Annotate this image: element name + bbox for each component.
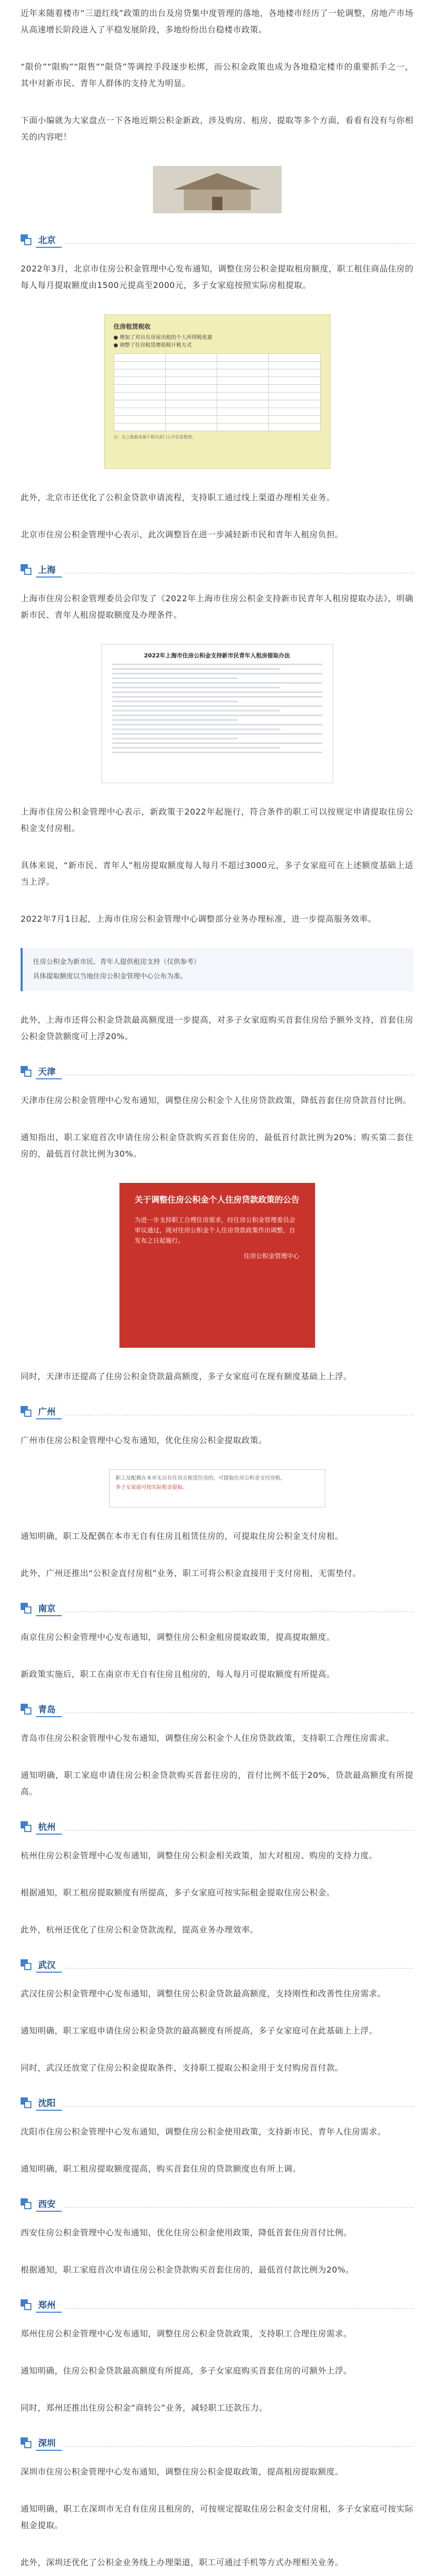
section-header-tianjin <box>21 1065 413 1078</box>
section-title-shenyang: 沈阳 <box>36 2096 62 2111</box>
section-title-qingdao: 青岛 <box>36 1702 62 1717</box>
section-title-tianjin: 天津 <box>36 1064 62 1079</box>
nanjing-paragraph-1: 南京住房公积金管理中心发布通知，调整住房公积金租房提取政策，提高提取额度。 <box>21 1632 335 1642</box>
section-square-icon <box>21 1406 32 1417</box>
notice-signature: 住房公积金管理中心 <box>244 1252 300 1260</box>
xian-paragraph-1: 西安住房公积金管理中心发布通知，优化住房公积金使用政策，降低首套住房首付比例。 <box>21 2228 352 2238</box>
tianjin-paragraph-3: 同时，天津市还提高了住房公积金贷款最高额度，多子女家庭可在现有额度基础上上浮。 <box>21 1371 352 1381</box>
qingdao-paragraph-2: 通知明确，职工家庭申请住房公积金贷款购买首套住房的，首付比例不低于20%，贷款最高额度有所提高。 <box>21 1770 413 1797</box>
snippet-line-1: 职工及配偶在本市无自有住房且租赁住房的，可提取住房公积金支付房租， <box>115 1476 286 1481</box>
house-door-icon <box>212 197 222 210</box>
document-text-line <box>112 691 322 693</box>
tianjin-paragraph-2: 通知指出，职工家庭首次申请住房公积金贷款购买首套住房的，最低首付款比例为20%；购买第二套住房的，最低首付款比例为30%。 <box>21 1132 413 1159</box>
section-header-guangzhou <box>21 1405 413 1418</box>
section-title-hangzhou: 杭州 <box>36 1820 62 1835</box>
section-header-xian <box>21 2198 413 2210</box>
section-divider <box>65 1706 413 1713</box>
section-divider <box>65 2201 413 2208</box>
section-title-guangzhou: 广州 <box>36 1404 62 1419</box>
section-title-shenzhen: 深圳 <box>36 2436 62 2451</box>
section-divider <box>65 1824 413 1831</box>
policy-image-title: 住房租赁税收 <box>113 323 151 330</box>
section-square-icon <box>21 2097 32 2109</box>
red-notice-image <box>119 1183 315 1348</box>
section-divider <box>65 1069 413 1075</box>
document-text-line <box>112 687 280 688</box>
document-text-line <box>112 738 238 739</box>
section-title-beijing: 北京 <box>36 233 62 248</box>
zhengzhou-paragraph-2: 通知明确，住房公积金贷款最高额度有所提高，多子女家庭购买首套住房的可额外上浮。 <box>21 2366 352 2376</box>
section-header-qingdao <box>21 1703 413 1716</box>
section-header-shanghai <box>21 564 413 576</box>
document-text-line <box>112 710 280 711</box>
section-square-icon <box>21 1704 32 1715</box>
section-title-shanghai: 上海 <box>36 563 62 578</box>
section-square-icon <box>21 2198 32 2210</box>
qingdao-paragraph-1: 青岛市住房公积金管理中心发布通知，调整住房公积金个人住房贷款政策，支持职工合理住房需求。 <box>21 1733 395 1743</box>
section-square-icon <box>21 234 32 246</box>
section-title-xian: 西安 <box>36 2197 62 2212</box>
policy-image-beijing <box>104 314 331 469</box>
document-text-line <box>112 724 322 725</box>
xian-paragraph-2: 根据通知，职工家庭首次申请住房公积金贷款购买首套住房的，最低首付款比例为20%。 <box>21 2265 354 2275</box>
quote-line-2: 具体提取额度以当地住房公积金管理中心公布为准。 <box>33 973 187 980</box>
shanghai-paragraph-5: 此外，上海市还将公积金贷款最高额度进一步提高，对多子女家庭购买首套住房给予额外支持，首套住房公积金贷款额度可上浮20%。 <box>21 1015 413 1041</box>
section-square-icon <box>21 1959 32 1971</box>
document-scan-shanghai <box>101 644 333 783</box>
guangzhou-paragraph-2: 通知明确，职工及配偶在本市无自有住房且租赁住房的，可提取住房公积金支付房租。 <box>21 1531 344 1541</box>
document-text-line <box>112 701 238 702</box>
zhengzhou-paragraph-1: 郑州住房公积金管理中心发布通知，调整住房公积金贷款政策，支持职工合理住房需求。 <box>21 2329 352 2338</box>
document-text-line <box>112 668 280 670</box>
section-header-hangzhou <box>21 1821 413 1833</box>
beijing-paragraph-2: 此外，北京市还优化了公积金贷款申请流程，支持职工通过线上渠道办理相关业务。 <box>21 493 335 502</box>
document-text-line <box>112 752 322 753</box>
house-roof-icon <box>173 173 261 190</box>
section-header-zhengzhou <box>21 2299 413 2311</box>
document-text-line <box>112 673 322 674</box>
document-scan-title: 2022年上海市住房公积金支持新市民青年人租房提取办法 <box>144 652 290 659</box>
section-title-nanjing: 南京 <box>36 1601 62 1616</box>
notice-body: 为进一步支持职工合理住房需求，经住房公积金管理委员会审议通过，现对住房公积金个人住房贷款政策作出调整，自发布之日起施行。 <box>134 1216 296 1244</box>
quote-line-1: 住房公积金为新市民、青年人提供租房支持（仅供参考） <box>33 958 201 966</box>
shanghai-paragraph-2: 上海市住房公积金管理中心表示，新政策于2022年起施行，符合条件的职工可以按规定申请提取住房公积金支付房租。 <box>21 807 413 833</box>
document-text-line <box>112 682 322 684</box>
shenzhen-paragraph-2: 通知明确，职工在深圳市无自有住房且租房的，可按规定提取住房公积金支付房租，多子女家庭可按实际租金提取。 <box>21 2504 413 2530</box>
shenyang-paragraph-2: 通知明确，职工租房提取额度提高，购买首套住房的贷款额度也有所上调。 <box>21 2164 301 2174</box>
section-divider <box>65 1409 413 1415</box>
document-text-line <box>112 715 322 716</box>
document-text-line <box>112 728 280 730</box>
policy-screenshot-snippet <box>109 1469 325 1507</box>
section-square-icon <box>21 2437 32 2449</box>
quote-box <box>21 948 413 991</box>
policy-image-table <box>114 353 321 431</box>
guangzhou-paragraph-1: 广州市住房公积金管理中心发布通知，优化住房公积金提取政策。 <box>21 1435 267 1445</box>
section-square-icon <box>21 2299 32 2311</box>
section-divider <box>65 1605 413 1612</box>
hangzhou-paragraph-2: 根据通知，职工租房提取额度有所提高，多子女家庭可按实际租金提取住房公积金。 <box>21 1888 335 1897</box>
wuhan-paragraph-2: 通知明确，职工家庭申请住房公积金贷款的最高额度有所提高，多子女家庭可在此基础上上浮。 <box>21 2026 378 2036</box>
notice-title: 关于调整住房公积金个人住房贷款政策的公告 <box>134 1195 300 1205</box>
zhengzhou-paragraph-3: 同时，郑州还推出住房公积金“商转公”业务，减轻职工还款压力。 <box>21 2403 268 2413</box>
section-square-icon <box>21 1821 32 1833</box>
shanghai-paragraph-1: 上海市住房公积金管理委员会印发了《2022年上海市住房公积金支持新市民青年人租房提取办法》，明确新市民、青年人租房提取额度及办理条件。 <box>21 594 413 620</box>
shanghai-paragraph-4: 2022年7月1日起，上海市住房公积金管理中心调整部分业务办理标准，进一步提高服务效率。 <box>21 914 377 924</box>
beijing-paragraph-3: 北京市住房公积金管理中心表示，此次调整旨在进一步减轻新市民和青年人租房负担。 <box>21 530 344 539</box>
snippet-line-2: 多子女家庭可按实际租金提取。 <box>115 1485 188 1490</box>
document-text-line <box>112 733 322 735</box>
document-text-line <box>112 719 238 721</box>
policy-image-line-2: ● 调整了住房租赁增值税计税方式 <box>113 343 192 348</box>
section-square-icon <box>21 1603 32 1614</box>
section-title-wuhan: 武汉 <box>36 1958 62 1973</box>
beijing-paragraph-1: 2022年3月，北京市住房公积金管理中心发布通知，调整住房公积金提取租房额度，职工租住商品住房的每人每月提取额度由1500元提高至2000元，多子女家庭按照实际房租提取。 <box>21 264 413 290</box>
wuhan-paragraph-3: 同时，武汉还放宽了住房公积金提取条件，支持职工提取公积金用于支付购房首付款。 <box>21 2063 344 2073</box>
document-text-line <box>112 747 280 749</box>
section-square-icon <box>21 564 32 575</box>
section-header-shenzhen <box>21 2437 413 2449</box>
section-divider <box>65 2440 413 2447</box>
document-text-line <box>112 677 238 679</box>
section-header-shenyang <box>21 2097 413 2109</box>
tianjin-paragraph-1: 天津市住房公积金管理中心发布通知，调整住房公积金个人住房贷款政策，降低首套住房贷款首付比例。 <box>21 1095 412 1105</box>
guangzhou-paragraph-3: 此外，广州还推出“公积金直付房租”业务，职工可将公积金直接用于支付房租，无需垫付。 <box>21 1568 361 1578</box>
document-text-line <box>112 664 322 665</box>
section-divider <box>65 2302 413 2309</box>
shenyang-paragraph-1: 沈阳市住房公积金管理中心发布通知，调整住房公积金使用政策，支持新市民、青年人住房需求。 <box>21 2127 386 2137</box>
section-divider <box>65 2100 413 2107</box>
nanjing-paragraph-2: 新政策实施后，职工在南京市无自有住房且租房的，每人每月可提取额度有所提高。 <box>21 1669 335 1679</box>
policy-image-line-1: ● 增加了对自有房屋出租的个人所得税优惠 <box>113 335 213 341</box>
section-divider <box>65 237 413 244</box>
section-header-wuhan <box>21 1959 413 1971</box>
document-text-line <box>112 742 322 744</box>
hangzhou-paragraph-3: 此外，杭州还优化了住房公积金贷款流程，提高业务办理效率。 <box>21 1925 259 1935</box>
shanghai-paragraph-3: 具体来说，“新市民、青年人”租房提取额度每人每月不超过3000元，多子女家庭可在上述额度基础上适当上浮。 <box>21 860 413 887</box>
document-text-line <box>112 705 322 707</box>
document-text-line <box>112 696 322 698</box>
house-illustration <box>153 166 282 213</box>
section-square-icon <box>21 1066 32 1077</box>
policy-image-note: 注：以上数据来源于相关部门公开信息整理。 <box>113 435 196 439</box>
section-divider <box>65 1962 413 1969</box>
intro-paragraph-3: 下面小编就为大家盘点一下各地近期公积金新政，涉及购房、租房、提取等多个方面，看看有没有与你相关的内容吧！ <box>21 115 413 142</box>
section-title-zhengzhou: 郑州 <box>36 2298 62 2313</box>
section-header-beijing <box>21 234 413 246</box>
shenzhen-paragraph-3: 此外，深圳还优化了公积金业务线上办理渠道，职工可通过手机等方式办理相关业务。 <box>21 2557 344 2567</box>
section-header-nanjing <box>21 1602 413 1615</box>
intro-paragraph-2: “限价”“限购”“限售”“限贷”等调控手段逐步松绑，而公积金政策也成为各地稳定楼市的重要抓手之一，其中对新市民、青年人群体的支持尤为明显。 <box>21 62 413 88</box>
section-divider <box>65 567 413 573</box>
hangzhou-paragraph-1: 杭州住房公积金管理中心发布通知，调整住房公积金相关政策，加大对租房、购房的支持力度。 <box>21 1851 378 1860</box>
intro-paragraph-1: 近年来随着楼市“三道红线”政策的出台及房贷集中度管理的落地，各地楼市经历了一轮调整，房地产市场从高速增长阶段进入了平稳发展阶段，多地纷纷出台稳楼市政策。 <box>21 8 413 35</box>
shenzhen-paragraph-1: 深圳市住房公积金管理中心发布通知，调整住房公积金提取政策，提高租房提取额度。 <box>21 2467 344 2477</box>
wuhan-paragraph-1: 武汉住房公积金管理中心发布通知，调整住房公积金贷款最高额度，支持刚性和改善性住房需求。 <box>21 1989 386 1998</box>
